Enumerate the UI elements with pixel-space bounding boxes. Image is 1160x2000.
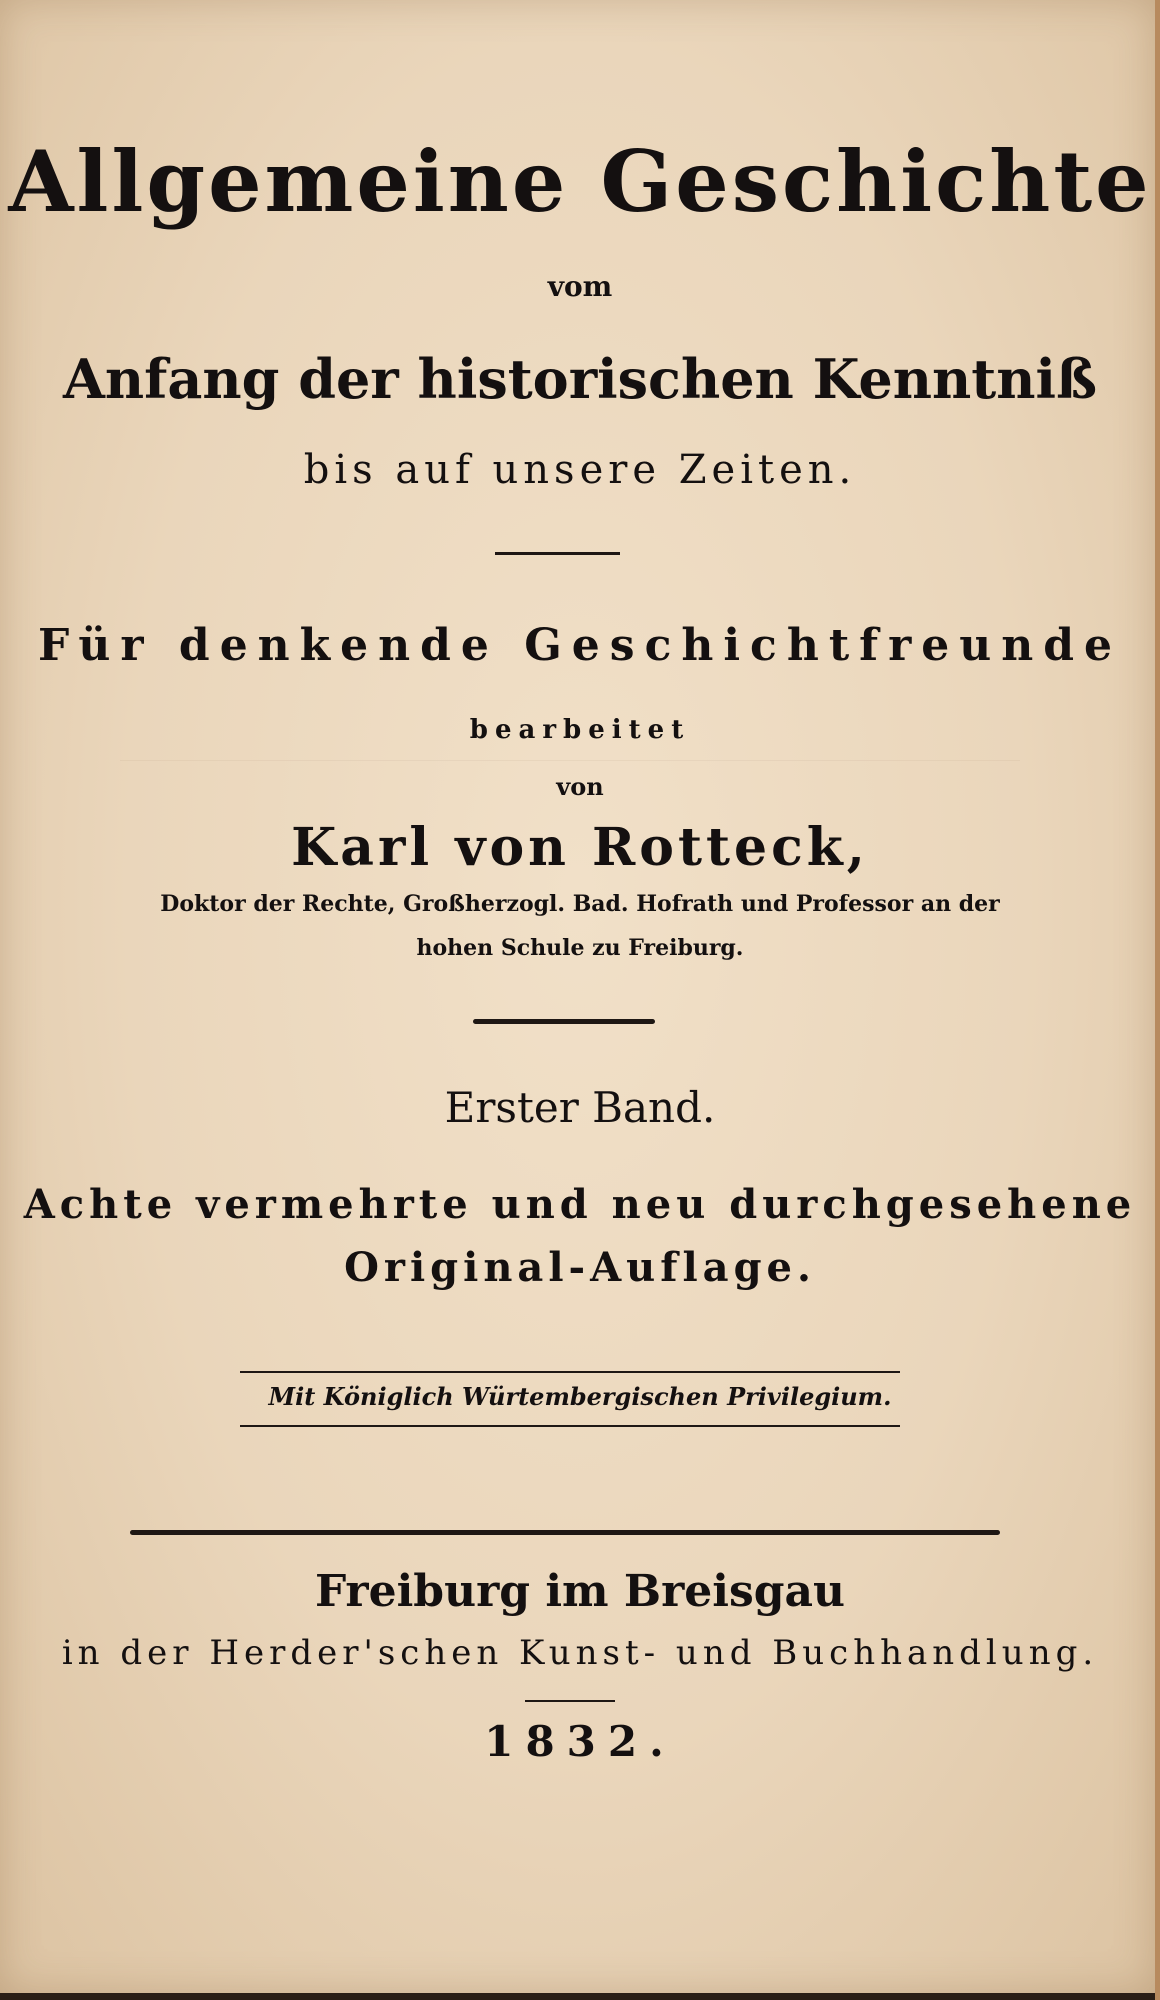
volume-label: Erster Band.	[444, 1083, 716, 1132]
bearbeitet-label: bearbeitet	[469, 715, 691, 745]
imprint-publisher: in der Herder'schen Kunst- und Buchhandlung.	[61, 1633, 1099, 1673]
privilege-rule-bottom	[240, 1425, 900, 1427]
subtitle-line-2: bis auf unsere Zeiten.	[303, 447, 857, 493]
privilege-notice: Mit Königlich Würtembergischen Privilegium.	[268, 1382, 892, 1411]
title-connector-vom: vom	[547, 270, 613, 303]
imprint-rule	[130, 1530, 1000, 1535]
author-name: Karl von Rotteck,	[291, 817, 869, 878]
author-credentials-line-2: hohen Schule zu Freiburg.	[416, 935, 744, 961]
dedication-line: Für denkende Geschichtfreunde	[37, 620, 1123, 671]
edition-line-2: Original-Auflage.	[344, 1244, 816, 1291]
edition-line-1: Achte vermehrte und neu durchgesehene	[23, 1181, 1137, 1228]
subtitle-line-1: Anfang der historischen Kenntniß	[63, 347, 1097, 411]
divider-rule-2	[473, 1019, 655, 1024]
year-rule	[525, 1700, 615, 1702]
author-credentials-line-1: Doktor der Rechte, Großherzogl. Bad. Hofrath und Professor an der	[160, 891, 1000, 917]
book-title: Allgemeine Geschichte	[8, 132, 1152, 231]
von-label: von	[556, 772, 604, 801]
publication-year: 1832.	[484, 1717, 676, 1766]
divider-rule-1	[495, 552, 620, 555]
privilege-rule-top	[240, 1371, 900, 1373]
page-edge	[1155, 0, 1160, 2000]
imprint-place: Freiburg im Breisgau	[314, 1566, 846, 1617]
